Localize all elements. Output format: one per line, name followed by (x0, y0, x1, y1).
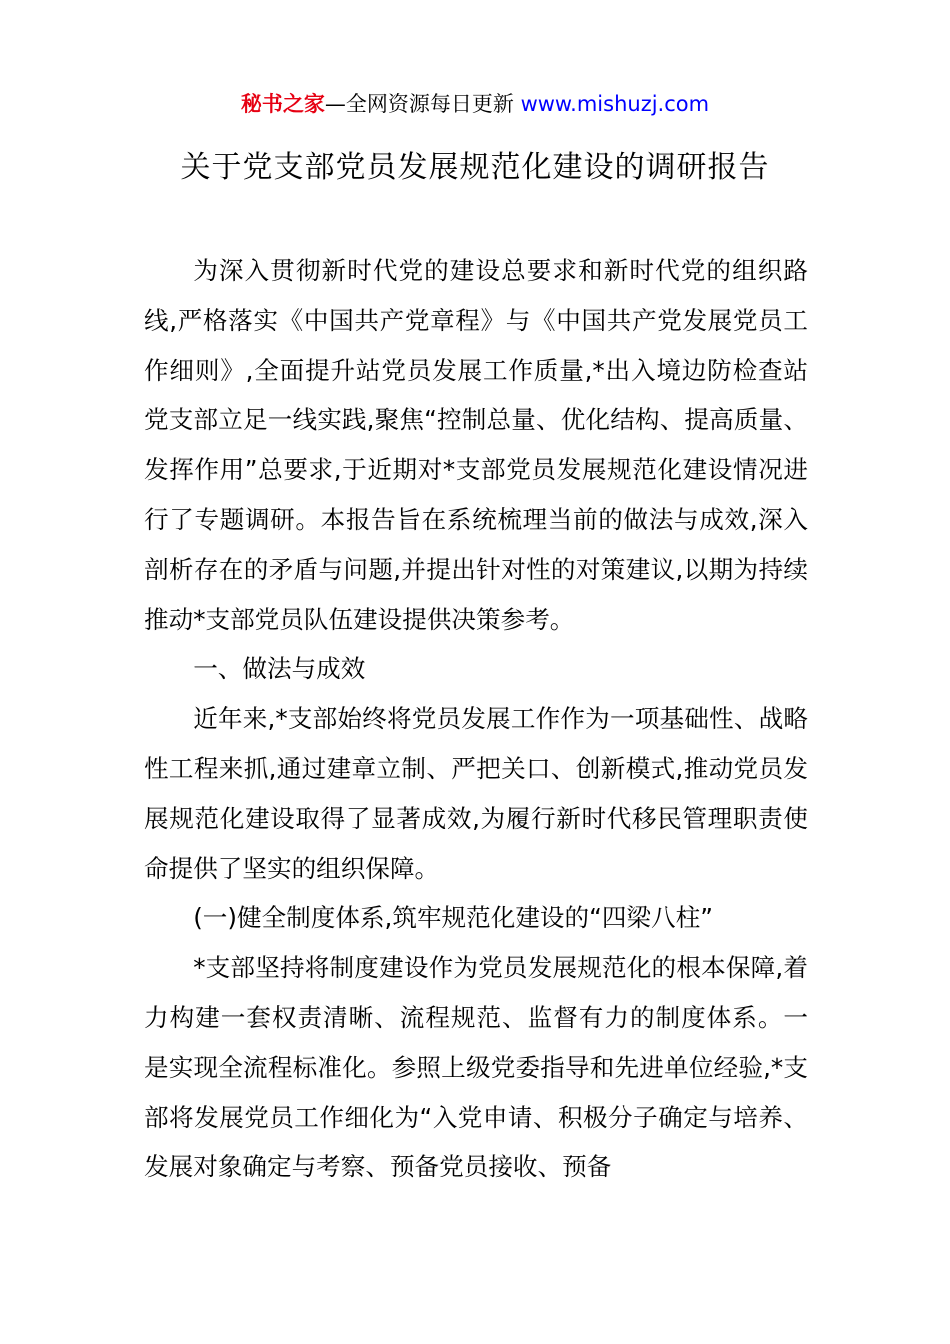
header-tagline: —全网资源每日更新 (324, 92, 514, 116)
site-header (0, 88, 950, 120)
body-paragraph: *支部坚持将制度建设作为党员发展规范化的根本保障,着力构建一套权责清晰、流程规范、监督有力的制度体系。一是实现全流程标准化。参照上级党委指导和先进单位经验,*支部将发展党员工作细化为“入党申请、积极分子确定与培养、发展对象确定与考察、预备党员接收、预备 (144, 953, 808, 1182)
section-heading: 一、做法与成效 (193, 654, 366, 684)
document-title: 关于党支部党员发展规范化建设的调研报告 (180, 150, 770, 185)
subsection-heading: (一)健全制度体系,筑牢规范化建设的“四梁八柱” (193, 903, 713, 933)
body-paragraph: 近年来,*支部始终将党员发展工作作为一项基础性、战略性工程来抓,通过建章立制、严把关口、创新模式,推动党员发展规范化建设取得了显著成效,为履行新时代移民管理职责使命提供了坚实的组织保障。 (144, 704, 808, 883)
site-url-link[interactable]: www.mishuzj.com (520, 92, 710, 116)
intro-paragraph: 为深入贯彻新时代党的建设总要求和新时代党的组织路线,严格落实《中国共产党章程》与《中国共产党发展党员工作细则》,全面提升站党员发展工作质量,*出入境边防检查站党支部立足一线实践,聚焦“控制总量、优化结构、提高质量、发挥作用”总要求,于近期对*支部党员发展规范化建设情况进行了专题调研。本报告旨在系统梳理当前的做法与成效,深入剖析存在的矛盾与问题,并提出针对性的对策建议,以期为持续推动*支部党员队伍建设提供决策参考。 (144, 256, 808, 634)
brand-name: 秘书之家 (240, 92, 325, 116)
document-body (144, 246, 808, 1192)
